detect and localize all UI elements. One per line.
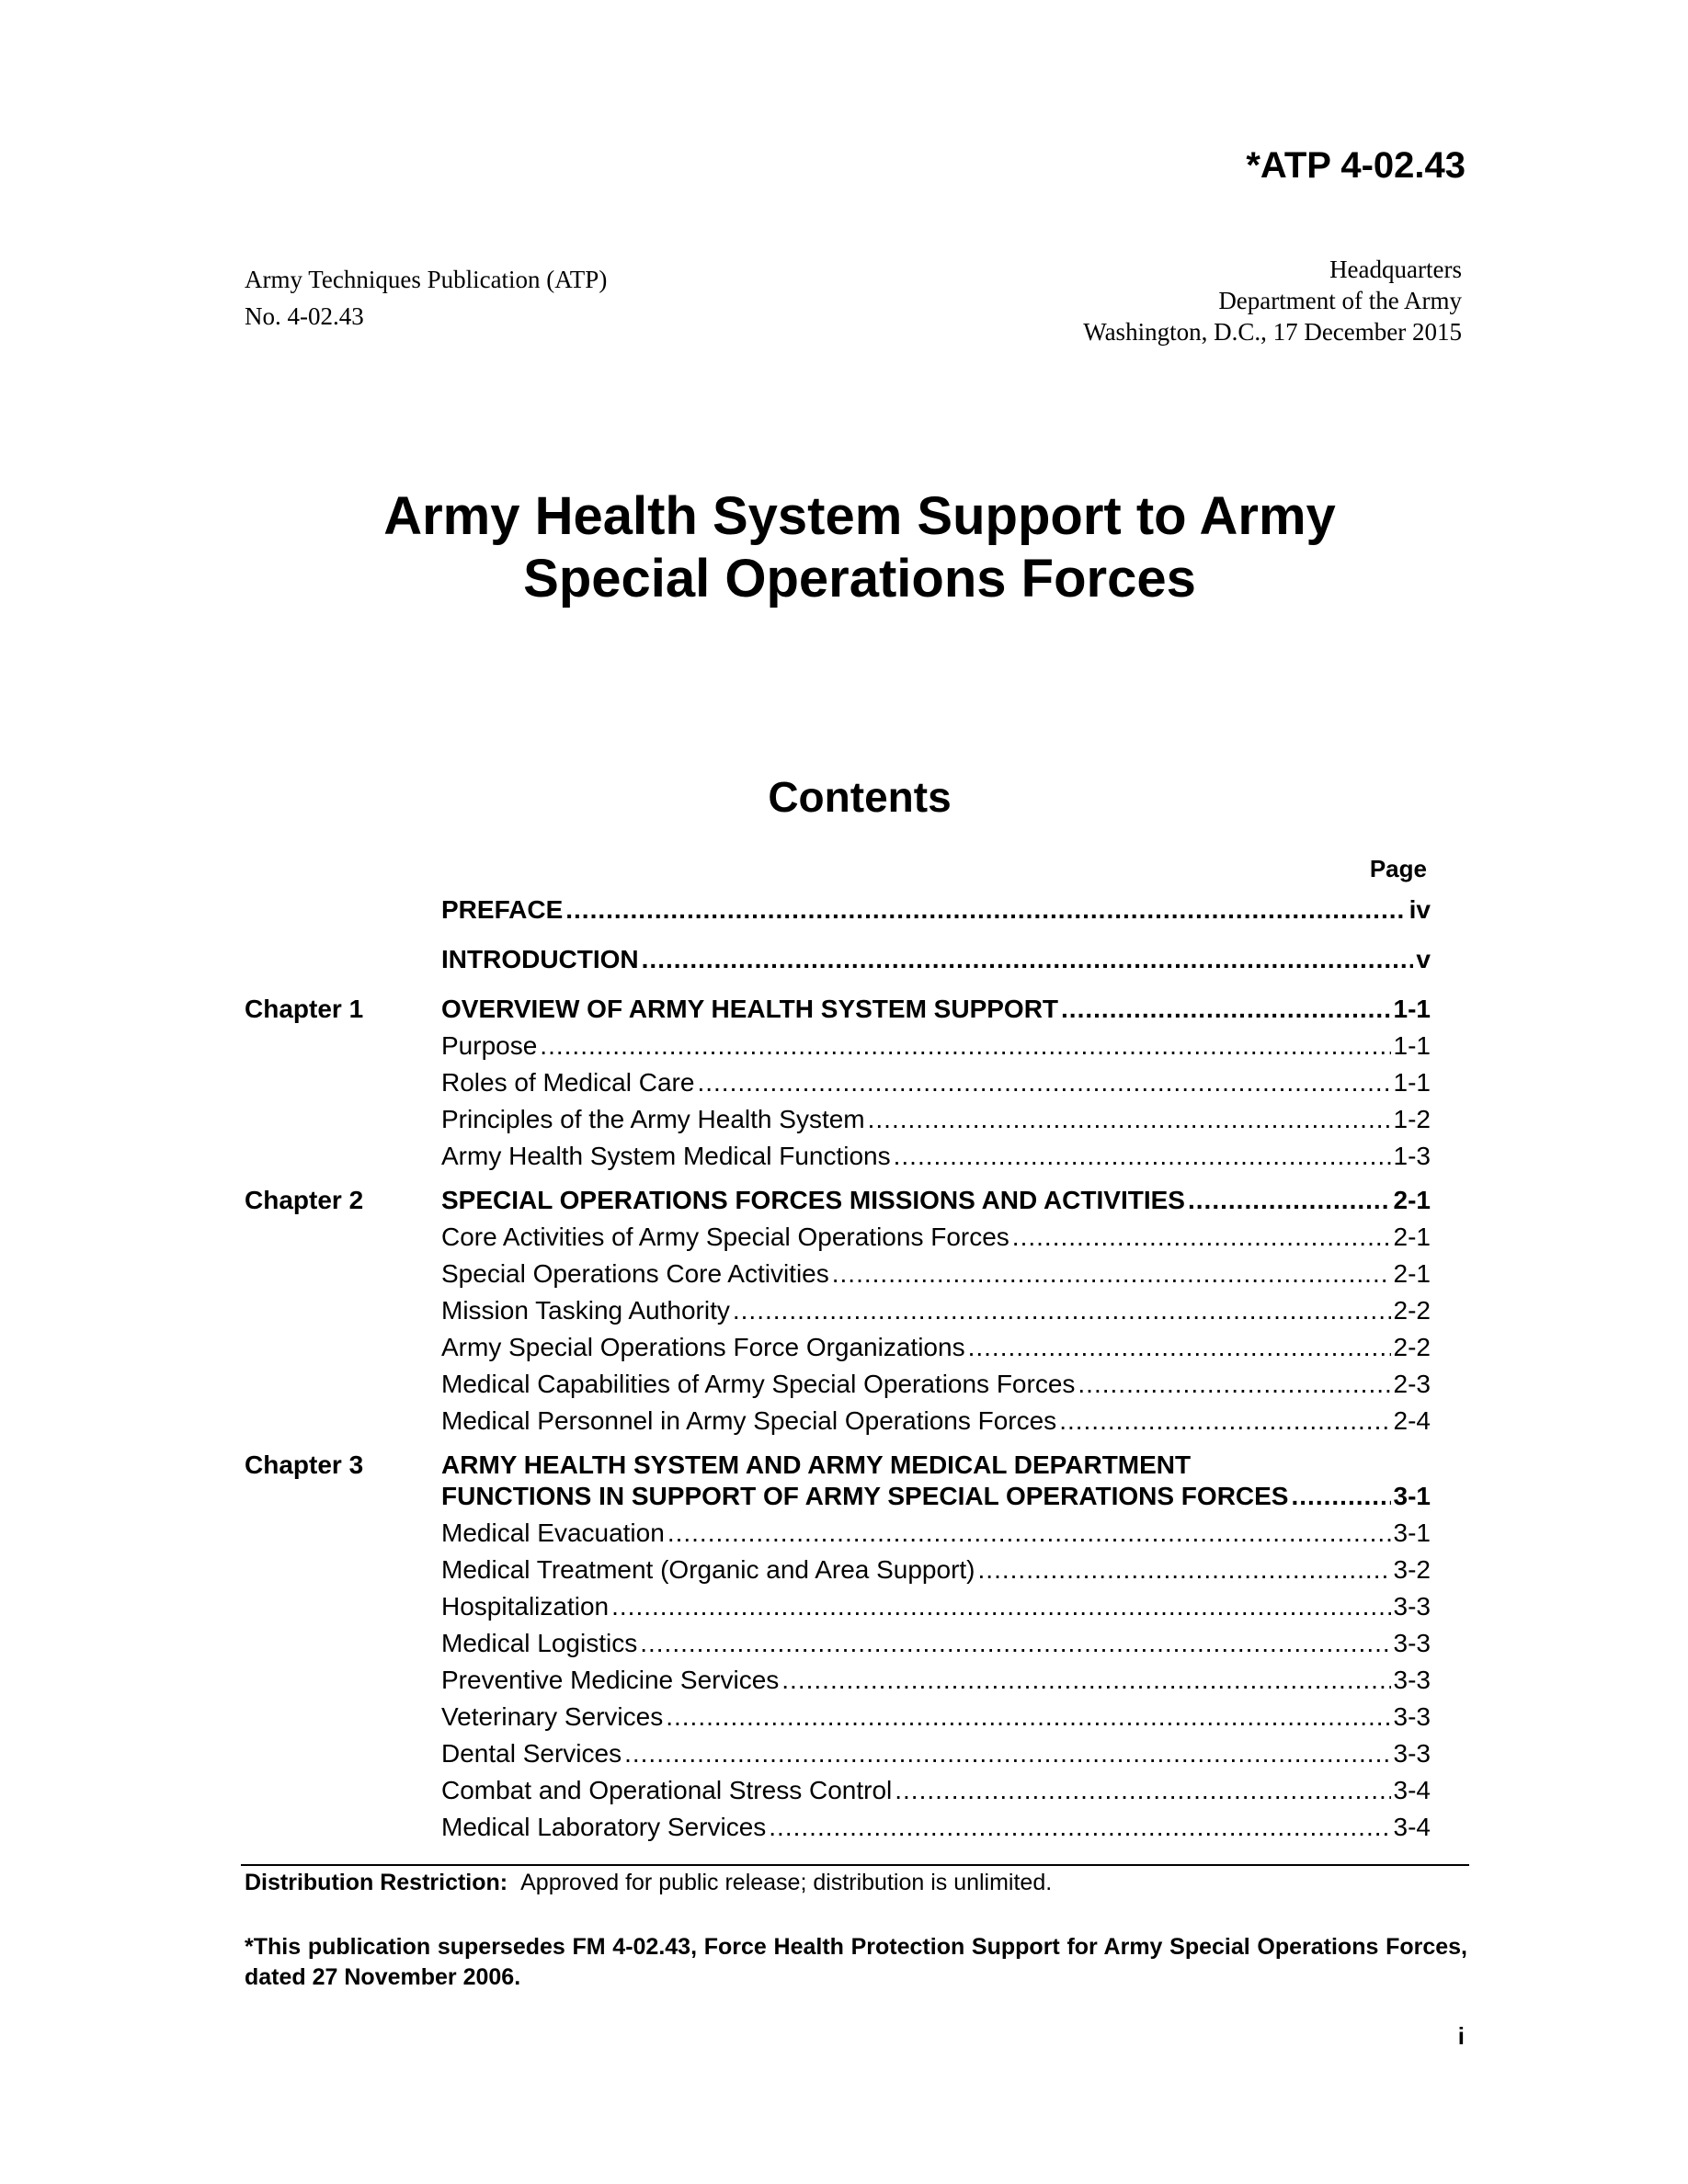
distribution-restriction — [245, 1870, 1052, 1896]
header-left — [245, 261, 607, 335]
toc-section[interactable] — [245, 1813, 1431, 1849]
toc-entry-page: 2-3 — [1393, 1370, 1431, 1398]
toc-entry-label-line-2: FUNCTIONS IN SUPPORT OF ARMY SPECIAL OPERATIONS FORCES — [441, 1482, 1289, 1510]
toc-entry-label: Core Activities of Army Special Operations Forces — [441, 1223, 1009, 1251]
toc-entry-page: 2-2 — [1393, 1296, 1431, 1325]
document-title — [0, 485, 1688, 610]
toc-section[interactable] — [245, 1031, 1431, 1068]
toc-entry-page: 3-3 — [1393, 1592, 1431, 1621]
toc-chapter-2[interactable] — [245, 1186, 1431, 1223]
toc-entry-page: 1-1 — [1393, 995, 1431, 1023]
toc-section[interactable] — [245, 1592, 1431, 1629]
toc-section[interactable] — [245, 1555, 1431, 1592]
toc-entry-page: 3-2 — [1393, 1555, 1431, 1584]
toc-entry-label: Principles of the Army Health System — [441, 1105, 865, 1133]
distribution-label: Distribution Restriction: — [245, 1870, 508, 1895]
toc-entry-label: Army Special Operations Force Organizations — [441, 1333, 965, 1361]
toc-entry-label: Preventive Medicine Services — [441, 1666, 780, 1694]
toc-section[interactable] — [245, 1259, 1431, 1296]
chapter-label: Chapter 1 — [245, 995, 364, 1023]
toc-section[interactable] — [245, 1105, 1431, 1142]
toc-section[interactable] — [245, 1406, 1431, 1443]
toc-entry-label: SPECIAL OPERATIONS FORCES MISSIONS AND ACTIVITIES — [441, 1186, 1185, 1214]
toc-entry-label: Veterinary Services — [441, 1702, 664, 1731]
toc-entry-page: 1-3 — [1393, 1142, 1431, 1170]
contents-heading: Contents — [768, 773, 952, 821]
toc-entry-page: 3-3 — [1393, 1666, 1431, 1694]
toc-entry-page: 2-1 — [1393, 1223, 1431, 1251]
toc-entry-label: Combat and Operational Stress Control — [441, 1776, 893, 1804]
toc-entry-page: v — [1416, 945, 1431, 973]
chapter-label: Chapter 3 — [245, 1450, 364, 1479]
toc-section[interactable] — [245, 1702, 1431, 1739]
toc-entry-page: 3-3 — [1393, 1739, 1431, 1768]
toc-entry-page: iv — [1409, 895, 1431, 924]
table-of-contents — [245, 895, 1431, 1849]
distribution-text: Approved for public release; distribution is unlimited. — [520, 1870, 1053, 1895]
toc-entry-label: Purpose — [441, 1031, 538, 1060]
page-number: i — [1457, 2022, 1465, 2050]
toc-entry-label: OVERVIEW OF ARMY HEALTH SYSTEM SUPPORT — [441, 995, 1059, 1023]
toc-entry-label: Medical Personnel in Army Special Operations Forces — [441, 1406, 1057, 1435]
toc-chapter-3[interactable] — [245, 1450, 1431, 1482]
header-right — [1083, 254, 1462, 347]
toc-section[interactable] — [245, 1068, 1431, 1105]
toc-section[interactable] — [245, 1142, 1431, 1178]
toc-entry-introduction[interactable] — [245, 945, 1431, 995]
toc-section[interactable] — [245, 1519, 1431, 1555]
headquarters: Headquarters — [1329, 256, 1462, 283]
toc-entry-label: Mission Tasking Authority — [441, 1296, 730, 1325]
toc-entry-page: 2-4 — [1393, 1406, 1431, 1435]
toc-entry-page: 2-1 — [1393, 1186, 1431, 1214]
publication-type: Army Techniques Publication (ATP) — [245, 266, 608, 293]
toc-entry-page: 3-3 — [1393, 1702, 1431, 1731]
toc-entry-label: Hospitalization — [441, 1592, 610, 1621]
toc-section[interactable] — [245, 1333, 1431, 1370]
toc-entry-page: 1-1 — [1393, 1068, 1431, 1097]
supersedes-notice: *This publication supersedes FM 4-02.43, Force Health Protection Support for Army Special Operations Forces, dated 27 November 2006. — [245, 1934, 1467, 1990]
footer-divider — [241, 1864, 1469, 1866]
publication-number: No. 4-02.43 — [245, 302, 364, 330]
toc-entry-page: 3-4 — [1393, 1813, 1431, 1841]
toc-entry-page: 1-1 — [1393, 1031, 1431, 1060]
toc-entry-page: 1-2 — [1393, 1105, 1431, 1133]
toc-entry-label: Medical Logistics — [441, 1629, 638, 1657]
title-line-1: Army Health System Support to Army — [383, 486, 1336, 546]
toc-section[interactable] — [245, 1223, 1431, 1259]
toc-chapter-3-continued[interactable] — [245, 1482, 1431, 1519]
toc-section[interactable] — [245, 1629, 1431, 1666]
toc-section[interactable] — [245, 1666, 1431, 1702]
location-date: Washington, D.C., 17 December 2015 — [1083, 318, 1462, 346]
toc-entry-label: Dental Services — [441, 1739, 622, 1768]
toc-entry-label: Medical Capabilities of Army Special Operations Forces — [441, 1370, 1076, 1398]
toc-entry-label: Medical Laboratory Services — [441, 1813, 767, 1841]
toc-section[interactable] — [245, 1776, 1431, 1813]
publication-id: *ATP 4-02.43 — [1246, 145, 1466, 186]
toc-entry-page: 3-1 — [1393, 1482, 1431, 1510]
toc-section[interactable] — [245, 1370, 1431, 1406]
toc-entry-page: 3-3 — [1393, 1629, 1431, 1657]
toc-entry-page: 2-2 — [1393, 1333, 1431, 1361]
department: Department of the Army — [1218, 287, 1462, 314]
toc-entry-label: INTRODUCTION — [441, 945, 639, 973]
toc-section[interactable] — [245, 1739, 1431, 1776]
toc-entry-preface[interactable] — [245, 895, 1431, 945]
toc-entry-page: 2-1 — [1393, 1259, 1431, 1288]
title-line-2: Special Operations Forces — [523, 549, 1196, 609]
toc-section[interactable] — [245, 1296, 1431, 1333]
toc-entry-label-line-1: ARMY HEALTH SYSTEM AND ARMY MEDICAL DEPARTMENT — [441, 1450, 1192, 1479]
toc-entry-label: Special Operations Core Activities — [441, 1259, 829, 1288]
toc-entry-label: Roles of Medical Care — [441, 1068, 695, 1097]
toc-chapter-1[interactable] — [245, 995, 1431, 1031]
toc-entry-label: Army Health System Medical Functions — [441, 1142, 891, 1170]
page-column-label: Page — [1369, 855, 1427, 882]
chapter-label: Chapter 2 — [245, 1186, 364, 1214]
toc-entry-label: Medical Treatment (Organic and Area Support) — [441, 1555, 975, 1584]
toc-entry-label: PREFACE — [441, 895, 564, 924]
toc-entry-page: 3-1 — [1393, 1519, 1431, 1547]
toc-entry-page: 3-4 — [1393, 1776, 1431, 1804]
toc-entry-label: Medical Evacuation — [441, 1519, 665, 1547]
